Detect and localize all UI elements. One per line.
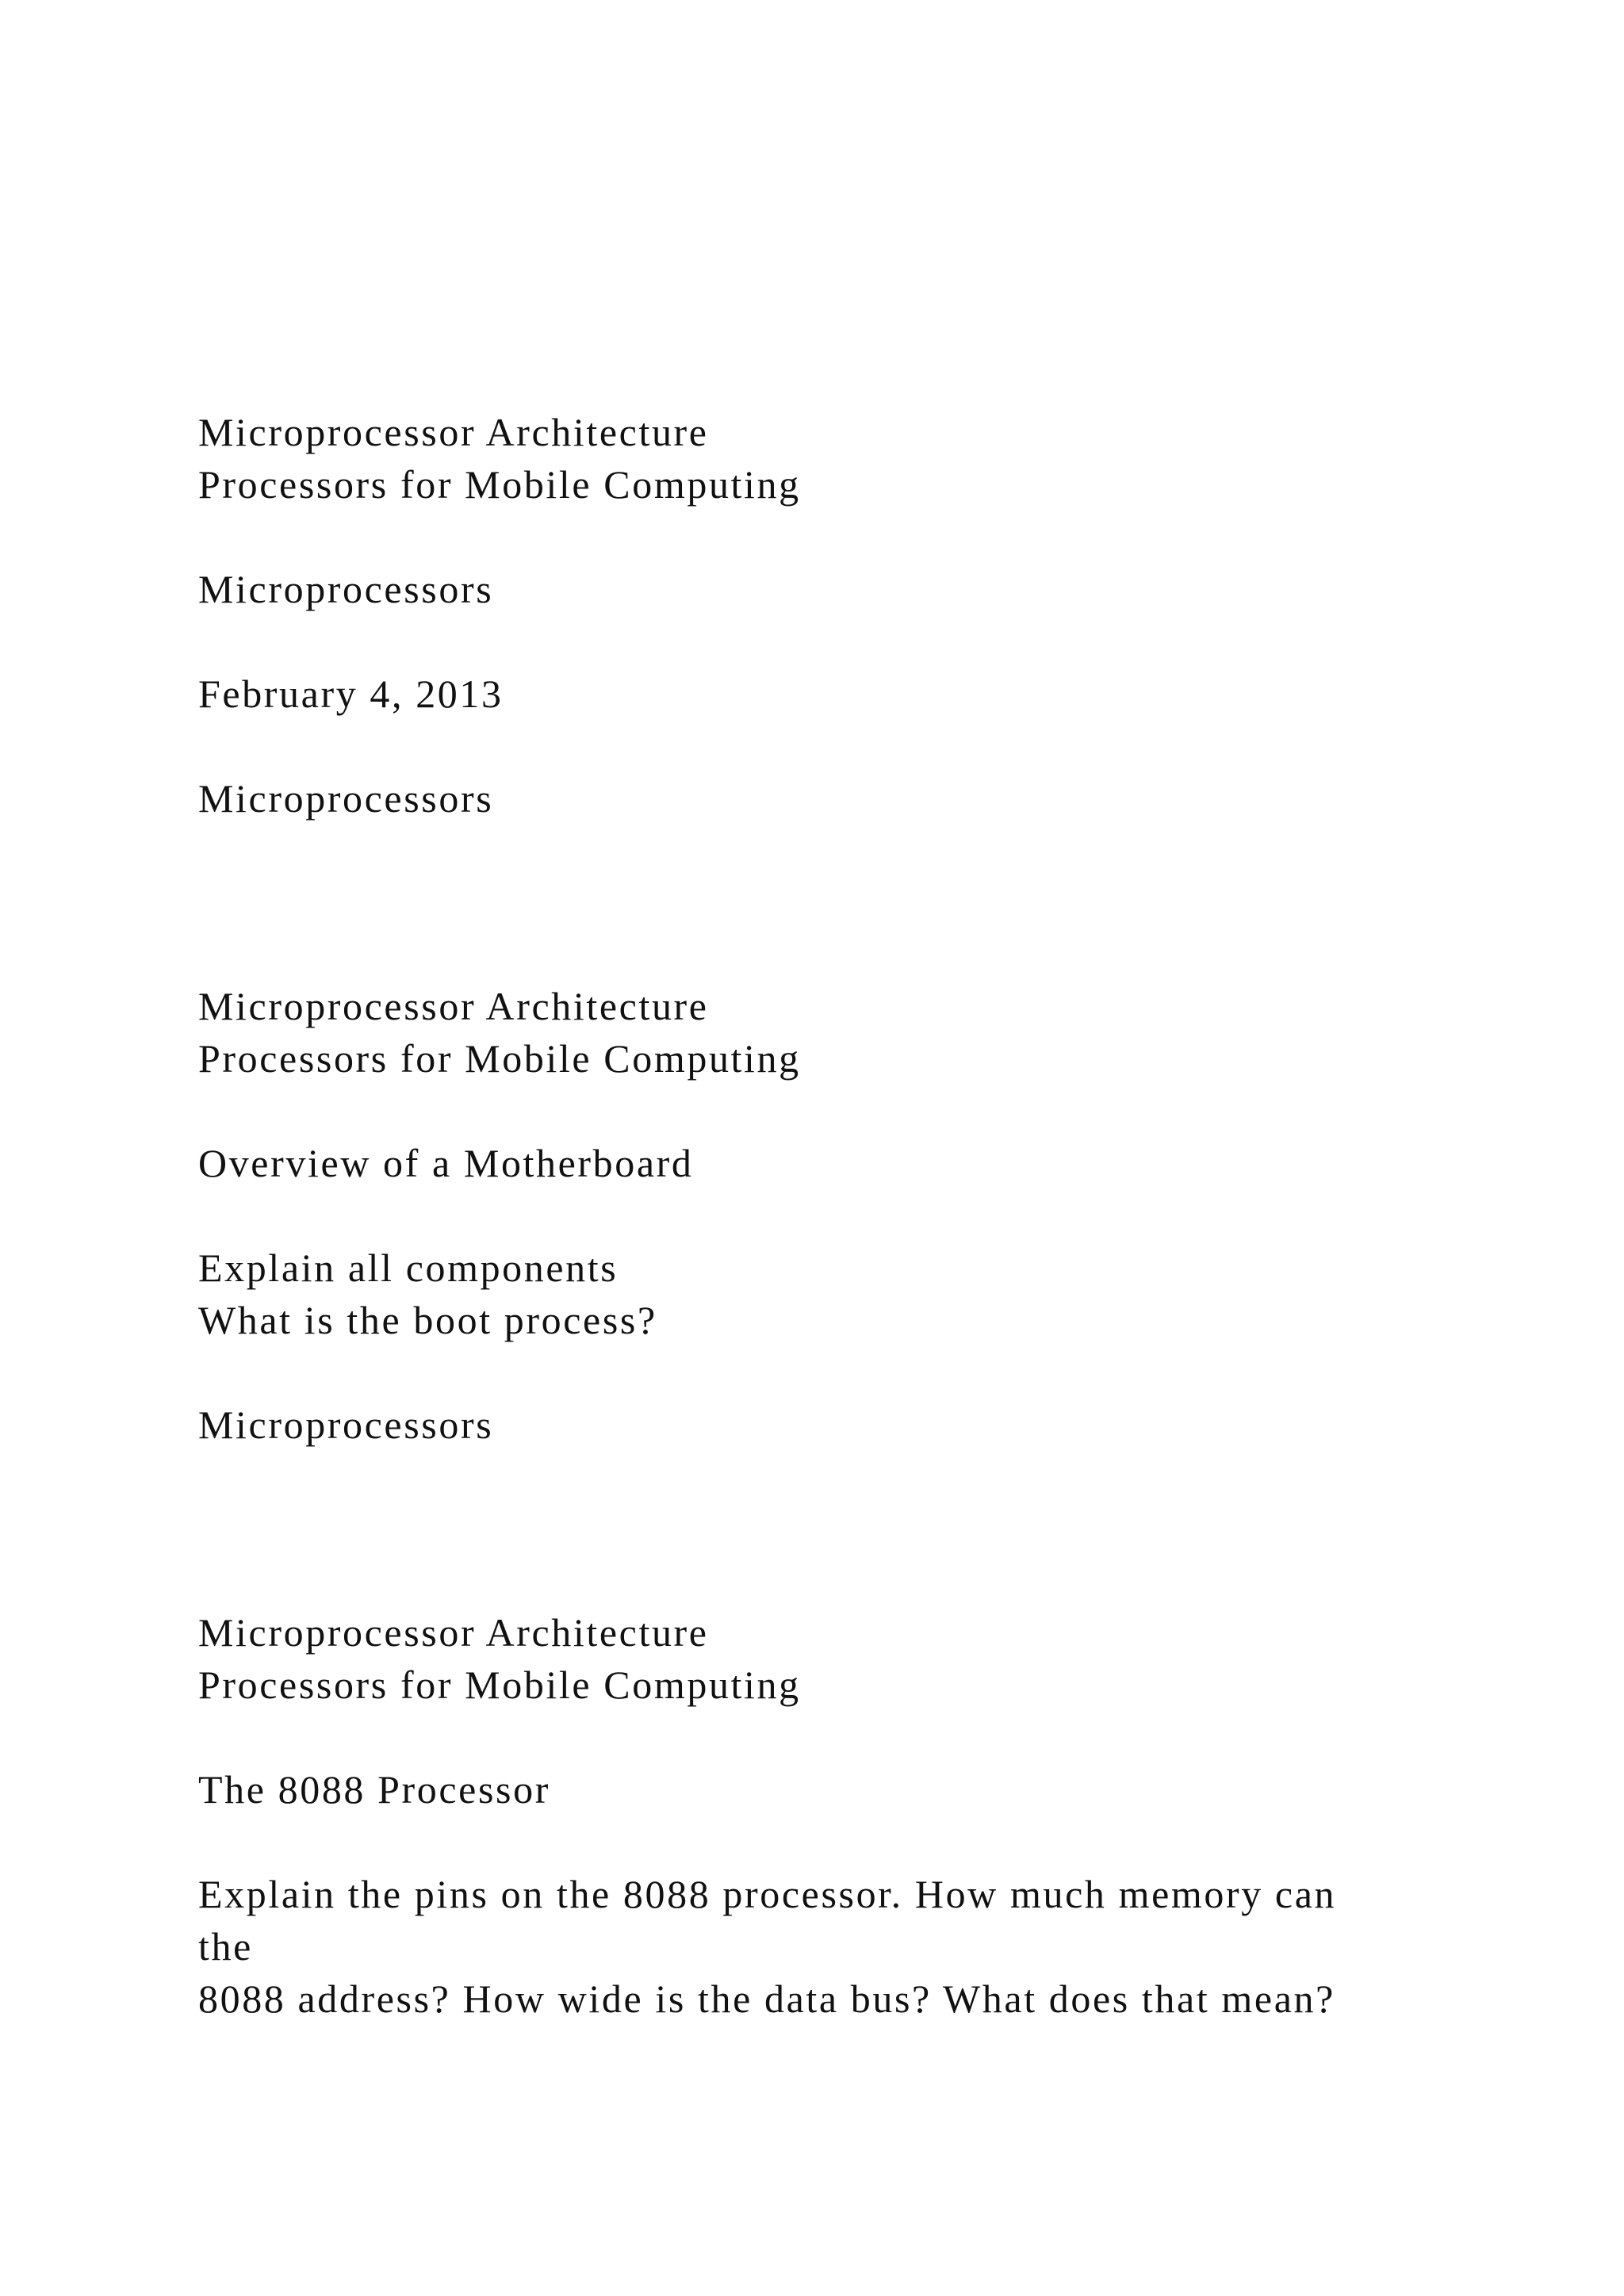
- slide-2-body-line-1: Explain all components: [198, 1246, 619, 1290]
- slide-2-heading: Overview of a Motherboard: [198, 1141, 694, 1185]
- slide-1-date: February 4, 2013: [198, 672, 504, 716]
- slide-2-footer: Microprocessors: [198, 1402, 494, 1447]
- slide-1-course-subtitle: Processors for Mobile Computing: [198, 462, 801, 507]
- slide-1-heading: Microprocessors: [198, 567, 494, 611]
- slide-3-body-line-2: the: [198, 1924, 253, 1969]
- slide-3-heading: The 8088 Processor: [198, 1767, 550, 1812]
- slide-2-course-subtitle: Processors for Mobile Computing: [198, 1036, 801, 1081]
- slide-2-body-line-2: What is the boot process?: [198, 1298, 657, 1342]
- slide-3-course-title: Microprocessor Architecture: [198, 1610, 709, 1655]
- slide-1-footer: Microprocessors: [198, 776, 494, 821]
- slide-1-course-title: Microprocessor Architecture: [198, 410, 709, 454]
- slide-3-body-line-1: Explain the pins on the 8088 processor. How much memory can: [198, 1872, 1337, 1916]
- slide-3-course-subtitle: Processors for Mobile Computing: [198, 1663, 801, 1707]
- slide-2-course-title: Microprocessor Architecture: [198, 984, 709, 1028]
- slide-3-body-line-3: 8088 address? How wide is the data bus? What does that mean?: [198, 1976, 1335, 2021]
